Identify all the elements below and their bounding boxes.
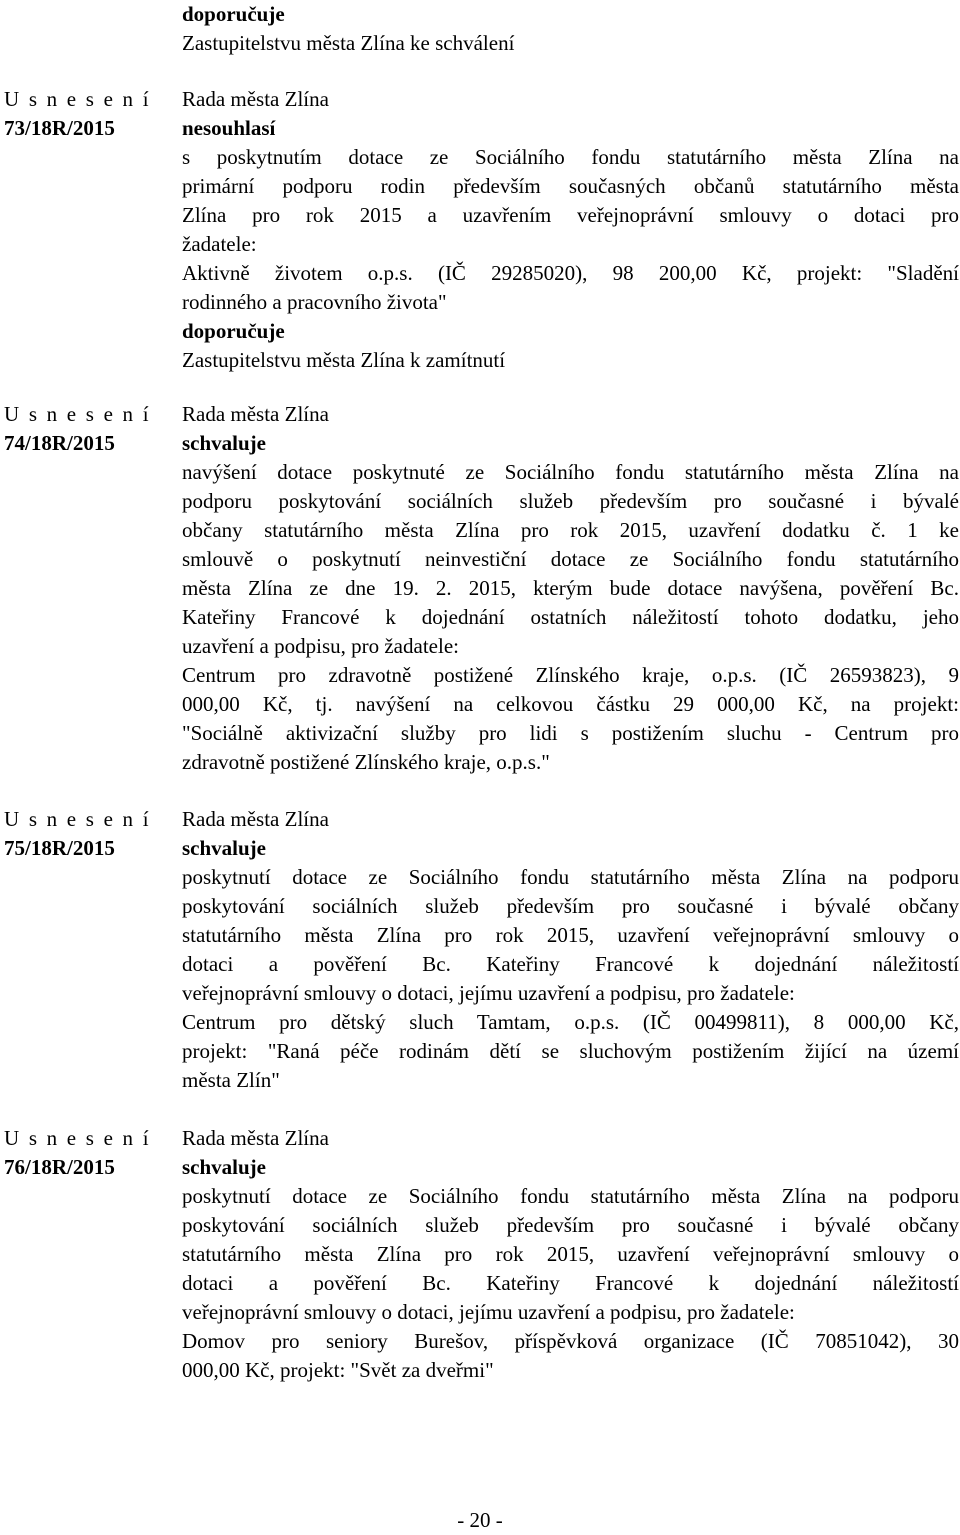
paragraph-line: rodinného a pracovního života" xyxy=(182,290,447,314)
paragraph-line: Kateřiny Francové k dojednání ostatních náležitostí tohoto dodatku, jeho xyxy=(182,605,959,629)
paragraph-line: poskytování sociálních služeb především pro současné i bývalé občany xyxy=(182,1213,959,1237)
paragraph-line: s poskytnutím dotace ze Sociálního fondu statutárního města Zlína na xyxy=(182,145,959,169)
paragraph-line: projekt: "Raná péče rodinám dětí se sluchovým postižením žijící na území xyxy=(182,1039,959,1063)
intro-verb: doporučuje xyxy=(182,2,285,26)
paragraph-line: poskytování sociálních služeb především pro současné i bývalé občany xyxy=(182,894,959,918)
resolution-body-76 xyxy=(182,1124,959,1385)
resolution-number: 73/18R/2015 xyxy=(4,116,115,140)
resolution-body: Rada města Zlína xyxy=(182,402,329,426)
paragraph-line: 000,00 Kč, projekt: "Svět za dveřmi" xyxy=(182,1358,494,1382)
resolution-body-75 xyxy=(182,805,959,1095)
paragraph-line: statutárního města Zlína pro rok 2015, uzavření veřejnoprávní smlouvy o xyxy=(182,923,959,947)
resolution-number: 75/18R/2015 xyxy=(4,836,115,860)
paragraph-line: Zlína pro rok 2015 a uzavřením veřejnoprávní smlouvy o dotaci pro xyxy=(182,203,959,227)
paragraph-line: podporu poskytování sociálních služeb především pro současné i bývalé xyxy=(182,489,959,513)
paragraph-line: Aktivně životem o.p.s. (IČ 29285020), 98 200,00 Kč, projekt: "Sladění xyxy=(182,261,959,285)
resolution-body-74 xyxy=(182,400,959,777)
paragraph-line: žadatele: xyxy=(182,232,257,256)
resolution-verb: schvaluje xyxy=(182,431,266,455)
resolution-label-73 xyxy=(4,85,174,143)
resolution-verb-2: doporučuje xyxy=(182,319,285,343)
paragraph-line: "Sociálně aktivizační služby pro lidi s postižením sluchu - Centrum pro xyxy=(182,721,959,745)
paragraph-line: 000,00 Kč, tj. navýšení na celkovou částku 29 000,00 Kč, na projekt: xyxy=(182,692,959,716)
paragraph-line: Domov pro seniory Burešov, příspěvková organizace (IČ 70851042), 30 xyxy=(182,1329,959,1353)
resolution-label-text: U s n e s e n í xyxy=(4,807,151,831)
paragraph-line: občany statutárního města Zlína pro rok 2015, uzavření dodatku č. 1 ke xyxy=(182,518,959,542)
intro-block xyxy=(182,0,959,58)
paragraph-line: Zastupitelstvu města Zlína k zamítnutí xyxy=(182,348,506,372)
resolution-label-text: U s n e s e n í xyxy=(4,402,151,426)
page-number: - 20 - xyxy=(457,1508,503,1532)
resolution-label-75 xyxy=(4,805,174,863)
paragraph-line: dotaci a pověření Bc. Kateřiny Francové k dojednání náležitostí xyxy=(182,1271,959,1295)
resolution-number: 76/18R/2015 xyxy=(4,1155,115,1179)
resolution-verb: schvaluje xyxy=(182,1155,266,1179)
resolution-verb: schvaluje xyxy=(182,836,266,860)
paragraph-line: Centrum pro dětský sluch Tamtam, o.p.s. (IČ 00499811), 8 000,00 Kč, xyxy=(182,1010,959,1034)
resolution-body: Rada města Zlína xyxy=(182,807,329,831)
paragraph-line: uzavření a podpisu, pro žadatele: xyxy=(182,634,459,658)
paragraph-line: poskytnutí dotace ze Sociálního fondu statutárního města Zlína na podporu xyxy=(182,865,959,889)
resolution-body: Rada města Zlína xyxy=(182,1126,329,1150)
resolution-label-74 xyxy=(4,400,174,458)
intro-text: Zastupitelstvu města Zlína ke schválení xyxy=(182,31,515,55)
paragraph-line: primární podporu rodin především současných občanů statutárního města xyxy=(182,174,959,198)
resolution-label-text: U s n e s e n í xyxy=(4,1126,151,1150)
resolution-number: 74/18R/2015 xyxy=(4,431,115,455)
paragraph-line: zdravotně postižené Zlínského kraje, o.p.s." xyxy=(182,750,550,774)
resolution-label-76 xyxy=(4,1124,174,1182)
paragraph-line: města Zlína ze dne 19. 2. 2015, kterým bude dotace navýšena, pověření Bc. xyxy=(182,576,959,600)
paragraph-line: statutárního města Zlína pro rok 2015, uzavření veřejnoprávní smlouvy o xyxy=(182,1242,959,1266)
resolution-body-73 xyxy=(182,85,959,375)
resolution-verb: nesouhlasí xyxy=(182,116,276,140)
paragraph-line: veřejnoprávní smlouvy o dotaci, jejímu uzavření a podpisu, pro žadatele: xyxy=(182,981,795,1005)
paragraph-line: města Zlín" xyxy=(182,1068,280,1092)
paragraph-line: smlouvě o poskytnutí neinvestiční dotace ze Sociálního fondu statutárního xyxy=(182,547,959,571)
paragraph-line: Centrum pro zdravotně postižené Zlínského kraje, o.p.s. (IČ 26593823), 9 xyxy=(182,663,959,687)
paragraph-line: navýšení dotace poskytnuté ze Sociálního fondu statutárního města Zlína na xyxy=(182,460,959,484)
paragraph-line: veřejnoprávní smlouvy o dotaci, jejímu uzavření a podpisu, pro žadatele: xyxy=(182,1300,795,1324)
paragraph-line: poskytnutí dotace ze Sociálního fondu statutárního města Zlína na podporu xyxy=(182,1184,959,1208)
resolution-label-text: U s n e s e n í xyxy=(4,87,151,111)
resolution-body: Rada města Zlína xyxy=(182,87,329,111)
paragraph-line: dotaci a pověření Bc. Kateřiny Francové k dojednání náležitostí xyxy=(182,952,959,976)
